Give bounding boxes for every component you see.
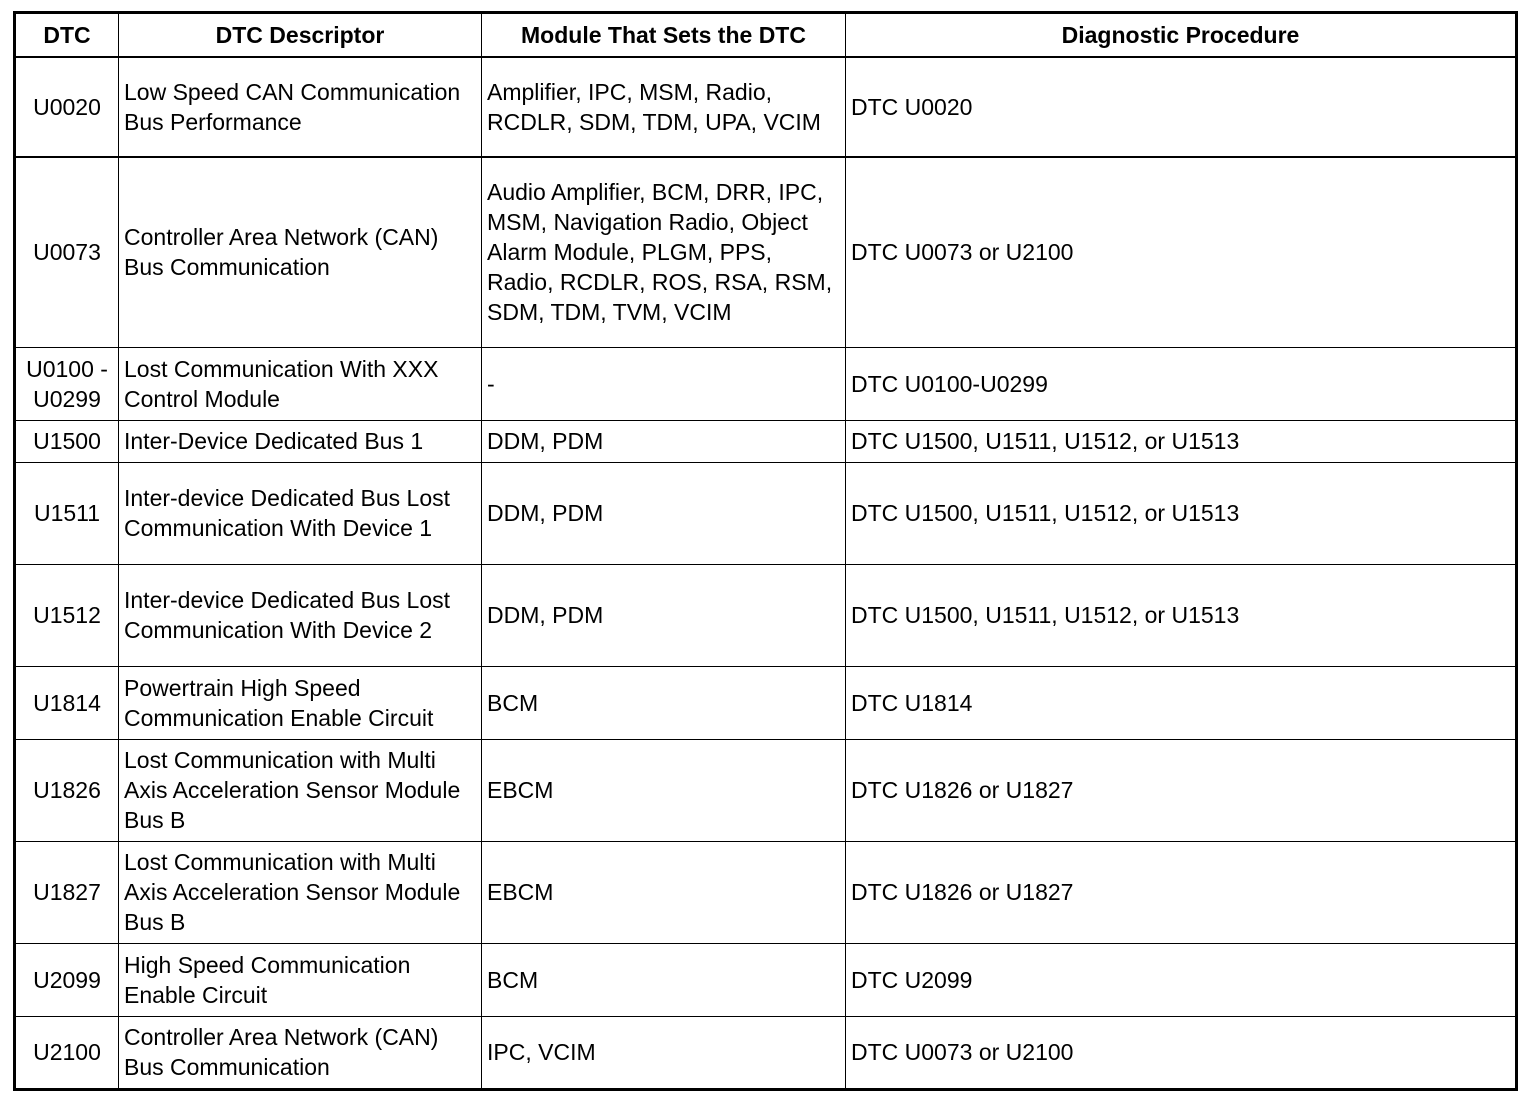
dtc-code: U1512 bbox=[15, 564, 119, 666]
table-row bbox=[15, 666, 1517, 739]
table-row bbox=[15, 157, 1517, 347]
setting-module: EBCM bbox=[482, 841, 846, 943]
dtc-code: U0100 - U0299 bbox=[15, 347, 119, 420]
dtc-code: U1814 bbox=[15, 666, 119, 739]
dtc-code: U1826 bbox=[15, 739, 119, 841]
dtc-descriptor: Powertrain High Speed Communication Enable Circuit bbox=[119, 666, 482, 739]
setting-module: Audio Amplifier, BCM, DRR, IPC, MSM, Navigation Radio, Object Alarm Module, PLGM, PPS, Radio, RCDLR, ROS, RSA, RSM, SDM, TDM, TVM, VCIM bbox=[482, 157, 846, 347]
table-body bbox=[15, 57, 1517, 1089]
dtc-descriptor: High Speed Communication Enable Circuit bbox=[119, 943, 482, 1016]
table-row bbox=[15, 462, 1517, 564]
setting-module: Amplifier, IPC, MSM, Radio, RCDLR, SDM, TDM, UPA, VCIM bbox=[482, 57, 846, 157]
diagnostic-procedure: DTC U1814 bbox=[846, 666, 1517, 739]
setting-module: DDM, PDM bbox=[482, 462, 846, 564]
setting-module: BCM bbox=[482, 943, 846, 1016]
dtc-descriptor: Inter-device Dedicated Bus Lost Communication With Device 2 bbox=[119, 564, 482, 666]
header-descriptor: DTC Descriptor bbox=[119, 13, 482, 58]
diagnostic-procedure: DTC U1826 or U1827 bbox=[846, 739, 1517, 841]
table-row bbox=[15, 739, 1517, 841]
diagnostic-procedure: DTC U0073 or U2100 bbox=[846, 157, 1517, 347]
setting-module: DDM, PDM bbox=[482, 564, 846, 666]
setting-module: EBCM bbox=[482, 739, 846, 841]
dtc-descriptor: Lost Communication with Multi Axis Acceleration Sensor Module Bus B bbox=[119, 739, 482, 841]
dtc-code: U1500 bbox=[15, 420, 119, 462]
header-procedure: Diagnostic Procedure bbox=[846, 13, 1517, 58]
dtc-code: U1511 bbox=[15, 462, 119, 564]
diagnostic-procedure: DTC U1500, U1511, U1512, or U1513 bbox=[846, 564, 1517, 666]
table-row bbox=[15, 564, 1517, 666]
diagnostic-procedure: DTC U0100-U0299 bbox=[846, 347, 1517, 420]
header-dtc: DTC bbox=[15, 13, 119, 58]
dtc-code: U0073 bbox=[15, 157, 119, 347]
header-module: Module That Sets the DTC bbox=[482, 13, 846, 58]
table-header bbox=[15, 13, 1517, 58]
dtc-code: U2100 bbox=[15, 1016, 119, 1089]
dtc-descriptor: Controller Area Network (CAN) Bus Communication bbox=[119, 157, 482, 347]
diagnostic-procedure: DTC U1826 or U1827 bbox=[846, 841, 1517, 943]
dtc-descriptor: Lost Communication With XXX Control Module bbox=[119, 347, 482, 420]
dtc-descriptor: Controller Area Network (CAN) Bus Communication bbox=[119, 1016, 482, 1089]
table-row bbox=[15, 1016, 1517, 1089]
diagnostic-procedure: DTC U1500, U1511, U1512, or U1513 bbox=[846, 420, 1517, 462]
header-row bbox=[15, 13, 1517, 58]
diagnostic-procedure: DTC U1500, U1511, U1512, or U1513 bbox=[846, 462, 1517, 564]
table-row bbox=[15, 57, 1517, 157]
diagnostic-procedure: DTC U0073 or U2100 bbox=[846, 1016, 1517, 1089]
table-row bbox=[15, 943, 1517, 1016]
table-row bbox=[15, 347, 1517, 420]
dtc-code: U0020 bbox=[15, 57, 119, 157]
dtc-descriptor: Inter-Device Dedicated Bus 1 bbox=[119, 420, 482, 462]
dtc-table bbox=[13, 11, 1518, 1091]
dtc-descriptor: Inter-device Dedicated Bus Lost Communication With Device 1 bbox=[119, 462, 482, 564]
dtc-code: U2099 bbox=[15, 943, 119, 1016]
dtc-code: U1827 bbox=[15, 841, 119, 943]
setting-module: DDM, PDM bbox=[482, 420, 846, 462]
dtc-descriptor: Lost Communication with Multi Axis Acceleration Sensor Module Bus B bbox=[119, 841, 482, 943]
setting-module: BCM bbox=[482, 666, 846, 739]
diagnostic-procedure: DTC U0020 bbox=[846, 57, 1517, 157]
table-row bbox=[15, 841, 1517, 943]
diagnostic-procedure: DTC U2099 bbox=[846, 943, 1517, 1016]
setting-module: - bbox=[482, 347, 846, 420]
document bbox=[13, 11, 1515, 1091]
dtc-descriptor: Low Speed CAN Communication Bus Performance bbox=[119, 57, 482, 157]
table-row bbox=[15, 420, 1517, 462]
setting-module: IPC, VCIM bbox=[482, 1016, 846, 1089]
